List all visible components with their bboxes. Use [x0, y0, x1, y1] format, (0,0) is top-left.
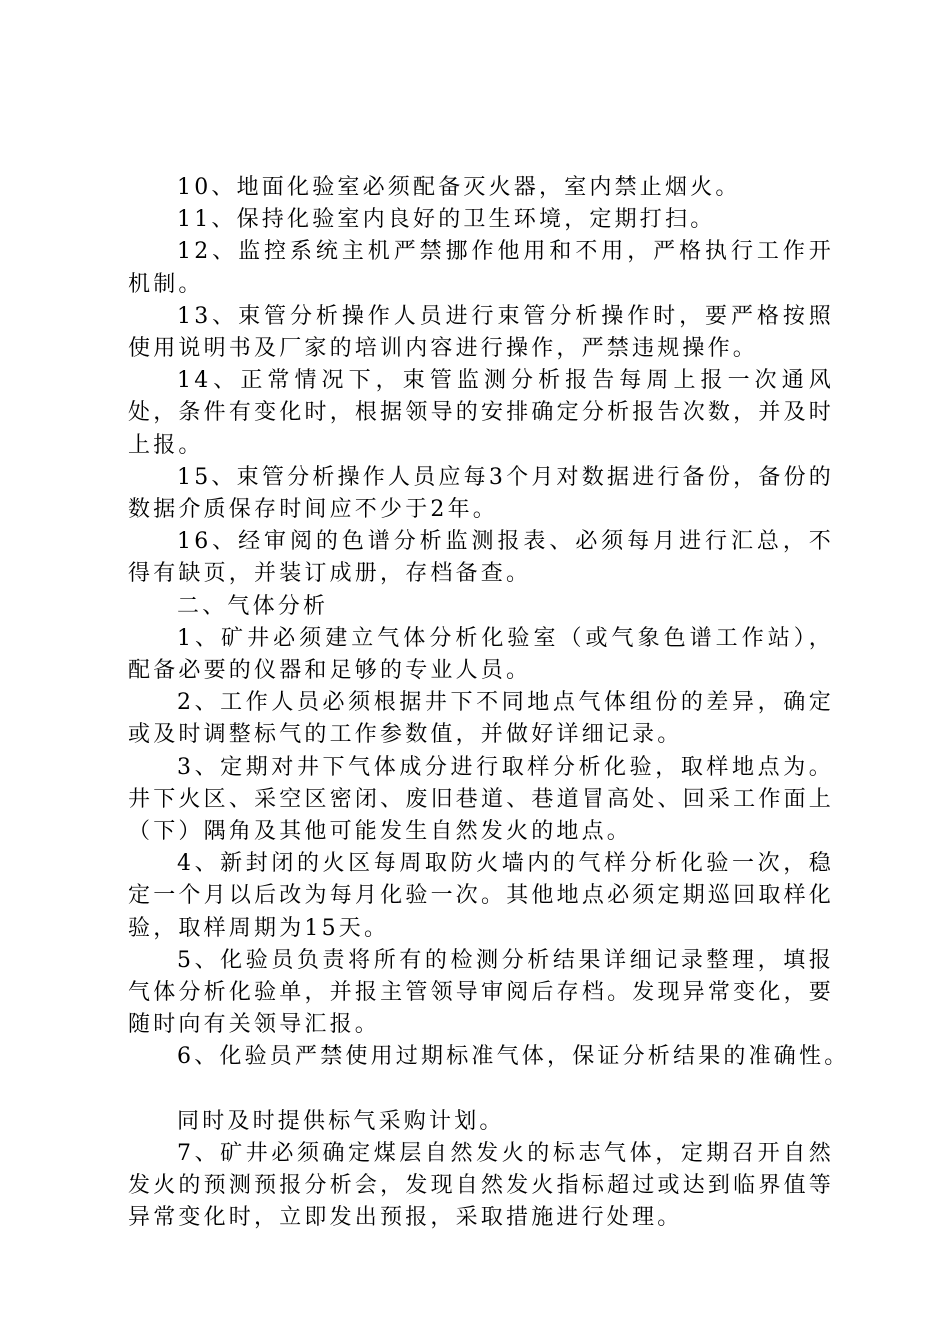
paragraph-gas-5: 5、化验员负责将所有的检测分析结果详细记录整理，填报气体分析化验单，并报主管领导审阅后存档。发现异常变化，要随时向有关领导汇报。: [128, 947, 834, 1038]
paragraph-rule-16: 16、经审阅的色谱分析监测报表、必须每月进行汇总，不得有缺页，并装订成册，存档备查。: [128, 529, 834, 587]
paragraph-gas-6-continued: 同时及时提供标气采购计划。: [177, 1108, 505, 1134]
paragraph-gas-1: 1、矿井必须建立气体分析化验室（或气象色谱工作站），配备必要的仪器和足够的专业人员。: [128, 625, 834, 684]
paragraph-gas-4: 4、新封闭的火区每周取防火墙内的气样分析化验一次，稳定一个月以后改为每月化验一次。其他地点必须定期巡回取样化验，取样周期为15天。: [128, 851, 834, 941]
paragraph-gas-6: 6、化验员严禁使用过期标准气体，保证分析结果的准确性。: [177, 1044, 850, 1070]
paragraph-gas-3: 3、定期对井下气体成分进行取样分析化验，取样地点为。井下火区、采空区密闭、废旧巷道、巷道冒高处、回采工作面上（下）隅角及其他可能发生自然发火的地点。: [128, 754, 834, 845]
paragraph-rule-11: 11、保持化验室内良好的卫生环境，定期打扫。: [177, 207, 716, 233]
paragraph-rule-15: 15、束管分析操作人员应每3个月对数据进行备份，备份的数据介质保存时间应不少于2年。: [128, 464, 834, 523]
paragraph-rule-12: 12、监控系统主机严禁挪作他用和不用，严格执行工作开机制。: [128, 239, 834, 297]
paragraph-gas-7: 7、矿井必须确定煤层自然发火的标志气体，定期召开自然发火的预测预报分析会，发现自然发火指标超过或达到临界值等异常变化时，立即发出预报，采取措施进行处理。: [128, 1141, 834, 1231]
paragraph-rule-10: 10、地面化验室必须配备灭火器，室内禁止烟火。: [177, 175, 741, 200]
paragraph-gas-2: 2、工作人员必须根据井下不同地点气体组份的差异，确定或及时调整标气的工作参数值，并做好详细记录。: [128, 690, 834, 748]
document-body: [128, 172, 850, 1235]
section-heading-gas-analysis: 二、气体分析: [177, 593, 329, 619]
paragraph-rule-14: 14、正常情况下，束管监测分析报告每周上报一次通风处，条件有变化时，根据领导的安排确定分析报告次数，并及时上报。: [128, 368, 834, 458]
paragraph-rule-13: 13、束管分析操作人员进行束管分析操作时，要严格按照使用说明书及厂家的培训内容进行操作，严禁违规操作。: [128, 303, 834, 362]
blank-line: [128, 1074, 834, 1106]
